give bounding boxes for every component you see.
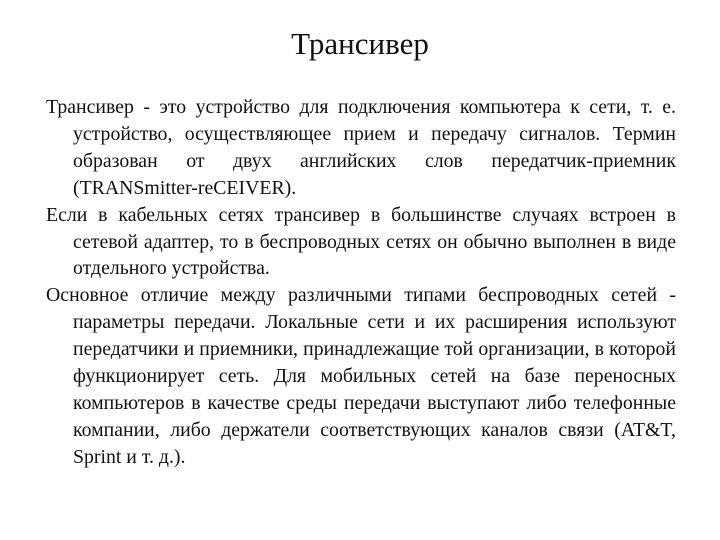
paragraph-text: - это устройство для подключения компьютера к сети, т. е. устройство, осуществляющее прием и передачу сигналов. Термин образован от двух английских слов передатчик-приемник (TRANSmitter-reCEIVER). xyxy=(73,96,676,199)
term-transceiver: Трансивер xyxy=(46,96,134,118)
paragraph-wireless-differences xyxy=(46,282,676,470)
slide-body xyxy=(46,94,676,471)
paragraph-definition xyxy=(46,94,676,202)
paragraph-text: Основное отличие между различными типами беспроводных сетей - параметры передачи. Локальные сети и их расширения используют передатчики и приемники, принадлежащие той организации, в которой функционирует сеть. Для мобильных сетей на базе переносных компьютеров в качестве среды передачи выступают либо телефонные компании, либо держатели соответствующих каналов связи (AT&T, Sprint и т. д.). xyxy=(46,284,676,468)
paragraph-text: Если в кабельных сетях трансивер в большинстве случаях встроен в сетевой адаптер, то в беспроводных сетях он обычно выполнен в виде отдельного устройства. xyxy=(46,203,676,280)
slide-title: Трансивер xyxy=(291,26,429,61)
paragraph-cable-networks xyxy=(46,202,676,283)
